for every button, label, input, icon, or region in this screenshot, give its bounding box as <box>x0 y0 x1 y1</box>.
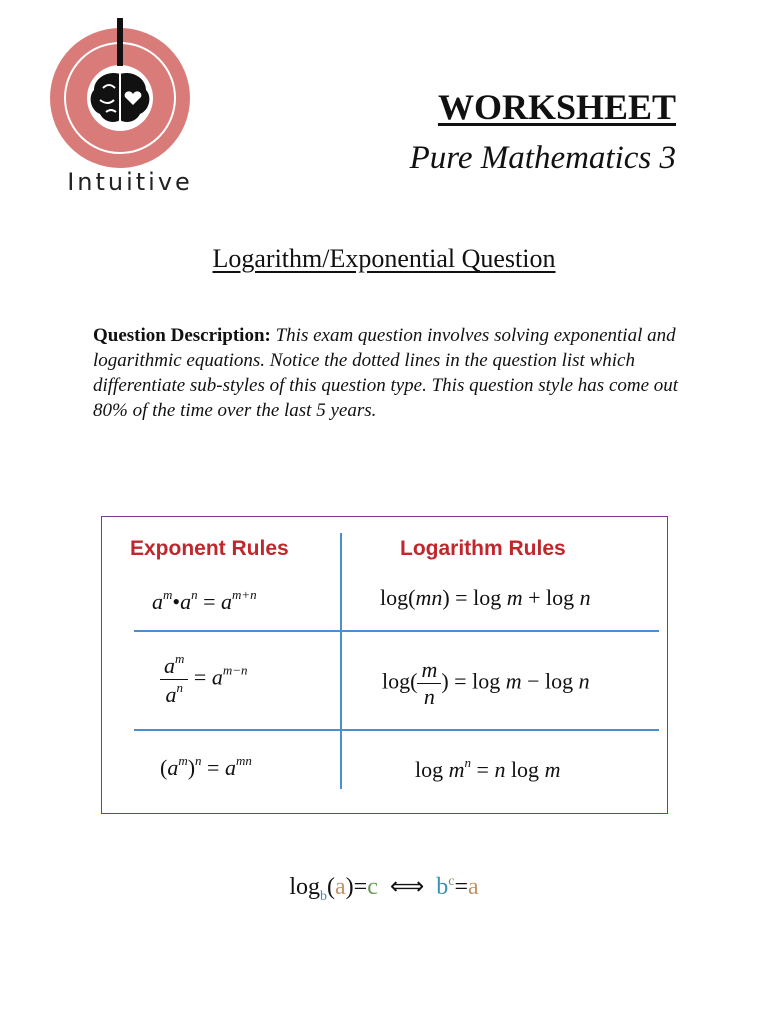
logarithm-rule-power: $\log m^n = n$ log m <box>415 755 561 782</box>
logarithm-rule-quotient: log( $\frac{m}{n}$ ) = log m − log n <box>382 657 590 709</box>
equivalence-arrow: ⟺ <box>389 874 425 900</box>
description-text: This exam question involves solving exponential and logarithmic equations. Notice the dotted lines in the question list which differentiate sub-styles of this question type. This question style has come out 80% of the time over the last 5 years. <box>93 325 679 421</box>
log-exponential-identity: $\log_b(a)=c$ ⟺ $b^c=a$ <box>289 874 479 904</box>
worksheet-title: WORKSHEET <box>437 87 676 127</box>
brain-heart-icon <box>48 18 198 168</box>
rules-table <box>101 516 668 814</box>
logarithm-rule-product: log(mn) = log m + log n <box>380 585 591 610</box>
logo <box>40 18 210 196</box>
logo-text: Intuitive <box>67 168 193 196</box>
exponent-rule-power: $(a^m)^n = a^{mn}$ <box>160 753 252 780</box>
exponent-rule-quotient: $\frac{a^m}{a^n}$ = $a^{m-n}$ <box>160 651 247 708</box>
worksheet-subtitle: Pure Mathematics 3 <box>409 140 676 176</box>
description-label: Question Description: <box>93 325 271 346</box>
exponent-rules-header: Exponent Rules <box>130 537 289 560</box>
logarithm-rules-header: Logarithm Rules <box>400 537 566 560</box>
section-heading: Logarithm/Exponential Question <box>212 244 556 273</box>
question-description <box>93 323 683 423</box>
exponent-rule-product: $a^m•a^n = a^{m+n}$ <box>152 587 257 614</box>
